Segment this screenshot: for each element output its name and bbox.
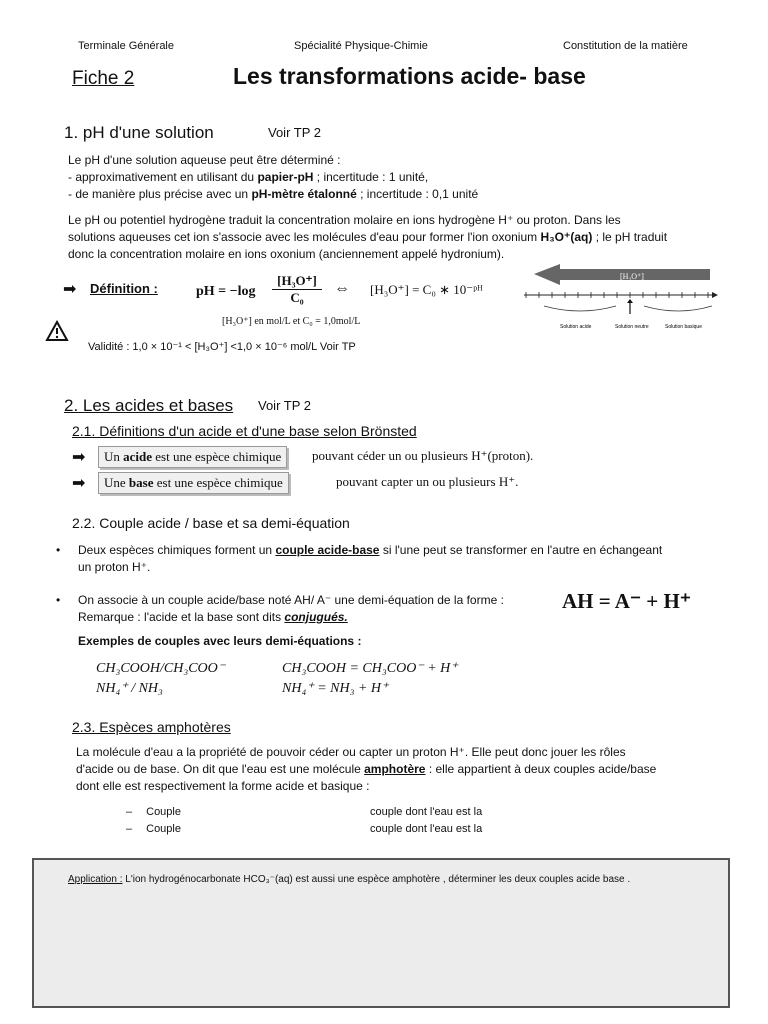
method-line-1: - approximativement en utilisant du papier-pH ; incertitude : 1 unité, — [68, 170, 429, 184]
acid-definition-box: Un acide est une espèce chimique — [98, 446, 287, 468]
examples-heading: Exemples de couples avec leurs demi-équations : — [78, 634, 362, 648]
page-title: Les transformations acide- base — [233, 63, 586, 89]
p2-line-2: solutions aqueuses cet ion s'associe avec les molécules d'eau pour former l'ion oxonium H₃O⁺(aq) ; le pH traduit — [68, 230, 668, 244]
couple-row-right: couple dont l'eau est la — [370, 806, 483, 818]
bullet: • — [56, 593, 61, 607]
validity-line: Validité : 1,0 × 10⁻¹ < [H₃O⁺] <1,0 × 10⁻⁶ mol/L Voir TP — [88, 341, 356, 353]
p2-line-3: donc la concentration molaire en ions oxonium (anciennement appelé hydronium). — [68, 247, 505, 261]
general-half-equation: AH = A⁻ + H⁺ — [562, 589, 691, 613]
subsection-2-1: 2.1. Définitions d'un acide et d'une base selon Brönsted — [72, 423, 417, 439]
base-definition-box: Une base est une espèce chimique — [98, 472, 289, 494]
formula-fraction: [H₃O⁺] C₀ — [272, 273, 322, 306]
base-brace — [644, 306, 712, 311]
scale-arrow-label: [H₃O⁺] — [620, 272, 644, 281]
amphoteric-paragraph: La molécule d'eau a la propriété de pouvoir céder ou capter un proton H⁺. Elle peut donc jouer les rôles d'acide ou de base. On dit que l'eau est une molécule amphotère : elle appartient à deux couples acide/base dont elle est respectivement la forme acide et basique : — [76, 745, 657, 793]
section-1-intro-block — [68, 152, 728, 203]
arrow-icon: ➡ — [63, 281, 77, 298]
formula-right: [H₃O⁺] = C₀ ∗ 10⁻ᵖᴴ — [370, 282, 483, 297]
header-left: Terminale Générale — [78, 40, 174, 52]
definition-label: Définition : — [90, 281, 158, 296]
scale-label-neutral: Solution neutre — [615, 324, 649, 330]
example-equation-2: NH₄⁺ = NH₃ + H⁺ — [282, 681, 389, 696]
couple-row: – Couple — [126, 806, 181, 818]
bullet: • — [56, 543, 61, 557]
section-2-heading: 2. Les acides et bases — [64, 396, 234, 415]
couple-row: – Couple — [126, 823, 181, 835]
example-couple-1: CH₃COOH/CH₃COO⁻ — [96, 661, 226, 676]
section-1-paragraph — [68, 212, 733, 263]
header-center: Spécialité Physique-Chimie — [294, 40, 428, 52]
p2-line-1: Le pH ou potentiel hydrogène traduit la concentration molaire en ions hydrogène H⁺ ou proton. Dans les — [68, 213, 621, 227]
application-text: Application : L'ion hydrogénocarbonate HCO₃⁻(aq) est aussi une espèce amphotère , déterminer les deux couples acide base . — [68, 874, 631, 885]
section-1-heading: 1. pH d'une solution — [64, 123, 214, 142]
section-2-voir: Voir TP 2 — [258, 398, 311, 413]
warning-icon — [45, 320, 69, 342]
scale-label-base: Solution basique — [665, 324, 702, 330]
acid-definition-rest: pouvant céder un ou plusieurs H⁺(proton). — [312, 448, 534, 463]
subsection-2-3: 2.3. Espèces amphotères — [72, 719, 231, 735]
acid-brace — [544, 306, 616, 311]
ph-scale-diagram — [520, 262, 720, 337]
method-line-2: - de manière plus précise avec un pH-mètre étalonné ; incertitude : 0,1 unité — [68, 187, 479, 201]
example-equation-1: CH₃COOH = CH₃COO⁻ + H⁺ — [282, 661, 458, 676]
section-1-voir: Voir TP 2 — [268, 125, 321, 140]
formula-left: pH = −log — [196, 284, 256, 299]
fiche-number: Fiche 2 — [72, 68, 135, 89]
couple-row-right: couple dont l'eau est la — [370, 823, 483, 835]
equivalence-symbol: ⇔ — [334, 280, 350, 297]
units-note: [H₃O⁺] en mol/L et C₀ = 1,0mol/L — [222, 316, 361, 327]
intro-line: Le pH d'une solution aqueuse peut être déterminé : — [68, 153, 341, 167]
bullet-2-text: On associe à un couple acide/base noté AH/ A⁻ une demi-équation de la forme : Remarque : l'acide et la base sont dits conjugués. — [78, 593, 504, 624]
subsection-2-2: 2.2. Couple acide / base et sa demi-équation — [72, 515, 350, 531]
arrow-icon: ➡ — [72, 449, 86, 466]
bullet-1-text: Deux espèces chimiques forment un couple acide-base si l'une peut se transformer en l'autre en échangeant un proton H⁺. — [78, 543, 663, 574]
header-right: Constitution de la matière — [563, 40, 688, 52]
example-couple-2: NH₄⁺ / NH₃ — [96, 681, 163, 696]
base-definition-rest: pouvant capter un ou plusieurs H⁺. — [336, 474, 519, 489]
arrow-icon: ➡ — [72, 475, 86, 492]
scale-label-acid: Solution acide — [560, 324, 592, 330]
